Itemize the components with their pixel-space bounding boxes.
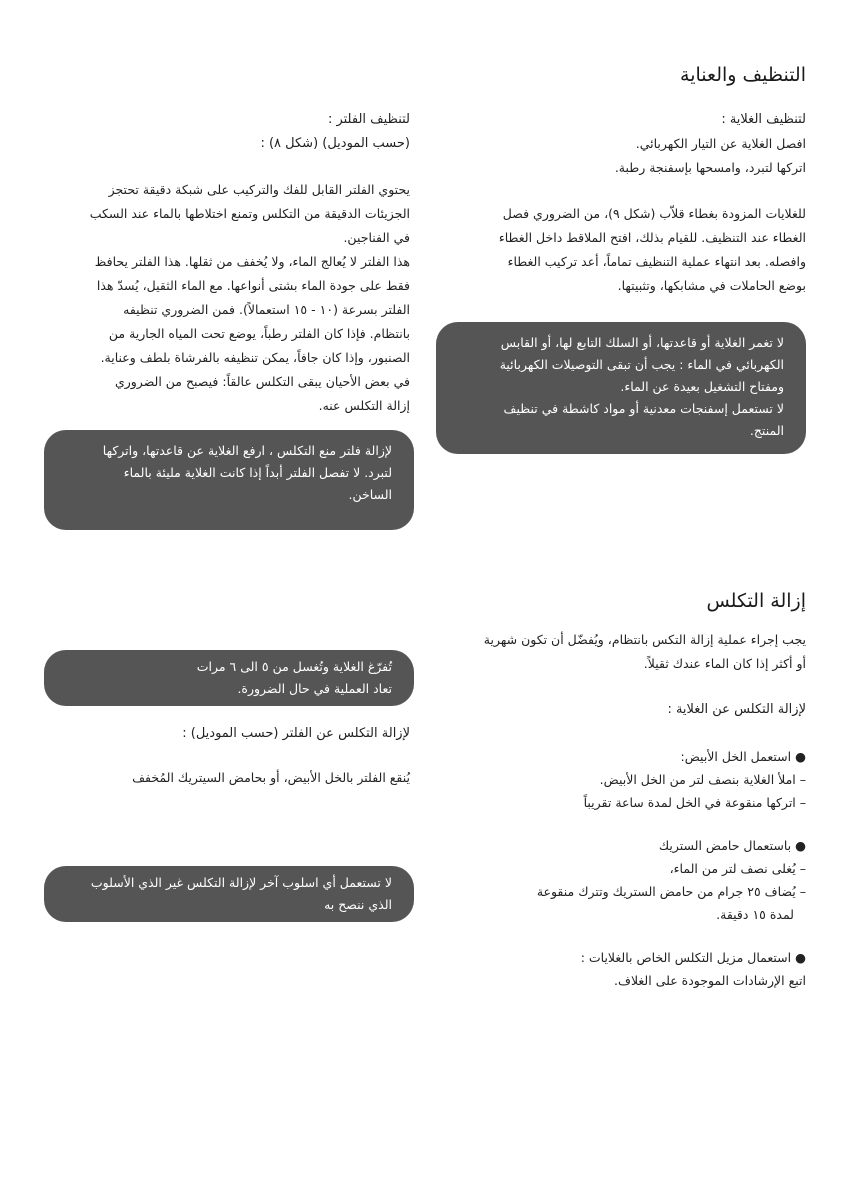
text-line: يحتوي الفلتر القابل للفك والتركيب على شبكة دقيقة تحتجز bbox=[108, 182, 410, 197]
method-citric-acid bbox=[436, 834, 806, 926]
method-line: – يُضاف ٢٥ جرام من حامض الستريك وتترك منقوعة bbox=[536, 884, 806, 899]
descaling-warning-box bbox=[44, 866, 414, 922]
method-vinegar bbox=[436, 745, 806, 814]
method-line: ● استعمل الخل الأبيض: bbox=[680, 749, 806, 764]
method-line: اتبع الإرشادات الموجودة على الغلاف. bbox=[614, 973, 806, 988]
kettle-warning-box bbox=[436, 322, 806, 454]
text-line: افصل الغلاية عن التيار الكهربائي. bbox=[635, 136, 806, 151]
method-line: – اتركها منقوعة في الخل لمدة ساعة تقريباً bbox=[583, 795, 806, 810]
text-line: الصنبور، وإذا كان جافاً، يمكن تنظيفه بالفرشاة بلطف وعناية. bbox=[100, 350, 410, 365]
filter-cleaning-text bbox=[40, 178, 410, 418]
text-line: هذا الفلتر لا يُعالج الماء، ولا يُخفف من ثقلها. هذا الفلتر يحافظ bbox=[94, 254, 410, 269]
text-line: يجب إجراء عملية إزالة التكس بانتظام، ويُفضّل أن تكون شهرية bbox=[483, 632, 806, 647]
text-line: في بعض الأحيان يبقى التكلس عالقاً: فيصبح من الضروري bbox=[114, 374, 410, 389]
filter-cleaning-heading: لتنظيف الفلتر : bbox=[327, 112, 410, 127]
warning-line: لا تستعمل إسفنجات معدنية أو مواد كاشطة في تنظيف bbox=[503, 401, 784, 416]
descaling-intro bbox=[436, 628, 806, 676]
filter-descaling-heading: لإزالة التكلس عن الفلتر (حسب الموديل) : bbox=[182, 726, 410, 741]
text-line: اتركها لتبرد، وامسحها بإسفنجة رطبة. bbox=[614, 160, 806, 175]
text-line: الجزيئات الدقيقة من التكلس وتمنع اختلاطها بالماء عند السكب bbox=[89, 206, 410, 221]
text-line: بانتظام. فإذا كان الفلتر رطباً، يوضع تحت المياه الجارية من bbox=[108, 326, 410, 341]
warning-line: الذي ننصح به bbox=[324, 897, 392, 912]
section-title-cleaning: التنظيف والعناية bbox=[680, 64, 806, 86]
filter-warning-box bbox=[44, 430, 414, 530]
text-line: إزالة التكلس عنه. bbox=[318, 398, 410, 413]
method-line: ● استعمال مزيل التكلس الخاص بالغلايات : bbox=[580, 950, 806, 965]
text-line: للغلايات المزودة بغطاء قلاّب (شكل ٩)، من الضروري فصل bbox=[502, 206, 806, 221]
warning-line: لإزالة فلتر منع التكلس ، ارفع الغلاية عن قاعدتها، واتركها bbox=[102, 443, 392, 458]
warning-line: لا تغمر الغلاية أو قاعدتها، أو السلك التابع لها، أو القابس bbox=[500, 335, 784, 350]
info-line: تعاد العملية في حال الضرورة. bbox=[237, 681, 392, 696]
text-line: الغطاء عند التنظيف. للقيام بذلك، افتح الملاقط داخل الغطاء bbox=[498, 230, 806, 245]
kettle-cleaning-heading: لتنظيف الغلاية : bbox=[721, 112, 806, 127]
section-title-descaling: إزالة التكلس bbox=[706, 590, 806, 612]
method-line: لمدة ١٥ دقيقة. bbox=[716, 907, 794, 922]
text-line: أو أكثر إذا كان الماء عندك ثقيلاً. bbox=[643, 656, 806, 671]
info-line: تُفرّغ الغلاية وتُغسل من ٥ الى ٦ مرات bbox=[196, 659, 392, 674]
kettle-descaling-heading: لإزالة التكلس عن الغلاية : bbox=[667, 702, 806, 717]
warning-line: لتبرد. لا تفصل الفلتر أبداً إذا كانت الغلاية مليئة بالماء bbox=[123, 465, 392, 480]
filter-descaling-text bbox=[132, 766, 410, 790]
method-descaler bbox=[436, 946, 806, 992]
text-line: في الفناجين. bbox=[343, 230, 410, 245]
method-line: – يُغلى نصف لتر من الماء، bbox=[669, 861, 806, 876]
kettle-cleaning-text bbox=[456, 132, 806, 180]
text-line: بوضع الحاملات في مشابكها، وتثبيتها. bbox=[617, 278, 806, 293]
text-line: الفلتر بسرعة (١٠ - ١٥ استعمالاً). فمن الضروري تنظيفه bbox=[123, 302, 410, 317]
filter-cleaning-block bbox=[40, 108, 410, 156]
warning-line: الكهربائي في الماء : يجب أن تبقى التوصيلات الكهربائية bbox=[499, 357, 784, 372]
method-line: – املأ الغلاية بنصف لتر من الخل الأبيض. bbox=[599, 772, 806, 787]
descaling-methods bbox=[436, 745, 806, 992]
warning-line: ومفتاح التشغيل بعيدة عن الماء. bbox=[620, 379, 784, 394]
text-line: فقط على جودة الماء بشتى أنواعها. مع الماء الثقيل، يُسدّ هذا bbox=[96, 278, 410, 293]
filter-model-note: (حسب الموديل) (شكل ٨) : bbox=[260, 136, 410, 151]
lid-removal-text bbox=[456, 202, 806, 298]
text-line: يُنقع الفلتر بالخل الأبيض، أو بحامض السيتريك المُخفف bbox=[132, 770, 410, 785]
warning-line: لا تستعمل أي اسلوب آخر لإزالة التكلس غير الذي الأسلوب bbox=[90, 875, 392, 890]
method-line: ● باستعمال حامض الستريك bbox=[658, 838, 806, 853]
warning-line: المنتج. bbox=[749, 423, 784, 438]
rinse-info-box bbox=[44, 650, 414, 706]
text-line: وافصله. بعد انتهاء عملية التنظيف تماماً، أعد تركيب الغطاء bbox=[507, 254, 806, 269]
kettle-cleaning-block bbox=[456, 108, 806, 180]
warning-line: الساخن. bbox=[348, 487, 392, 502]
